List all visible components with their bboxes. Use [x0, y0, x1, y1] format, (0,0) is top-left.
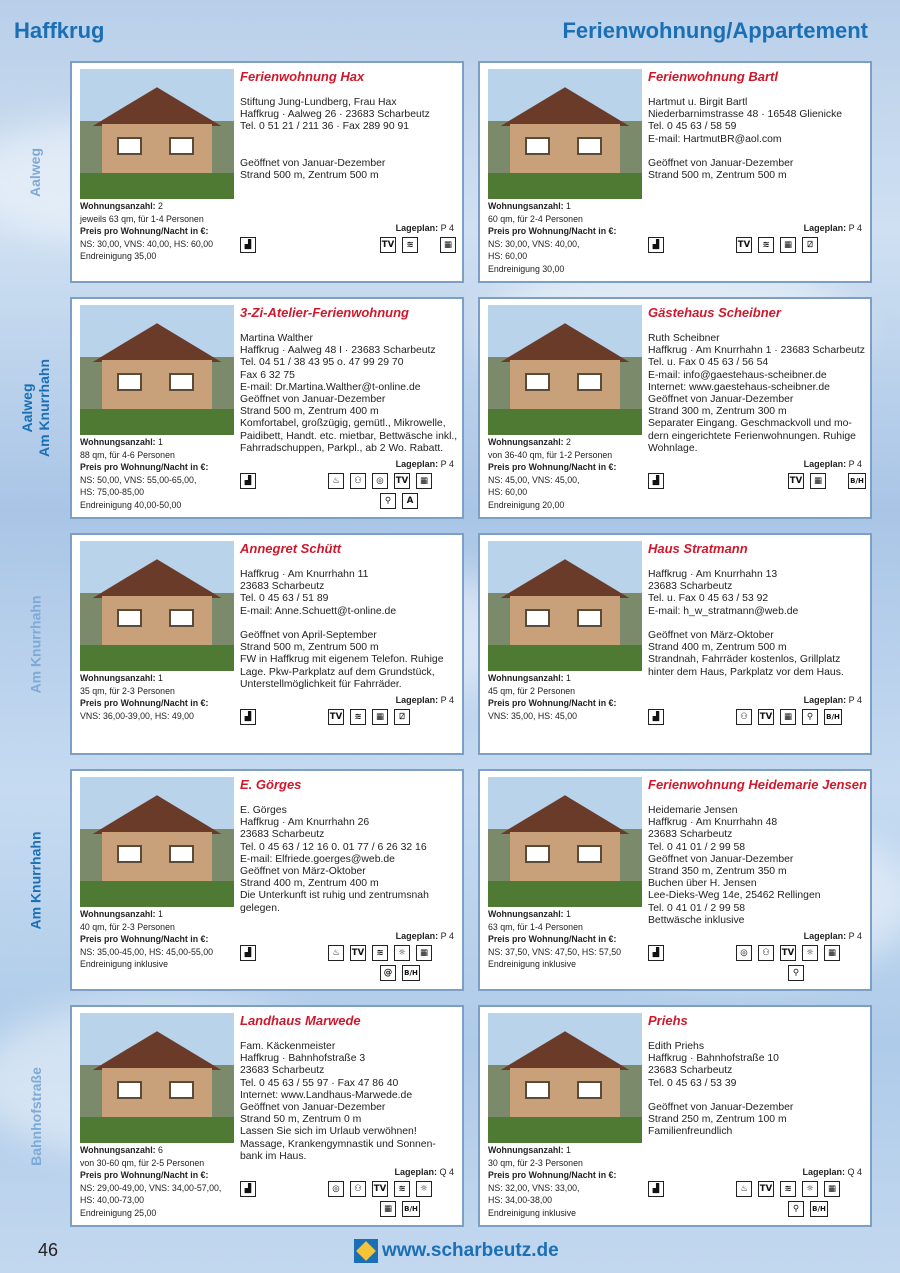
- price-label: Preis pro Wohnung/Nacht in €:: [80, 462, 209, 473]
- units-label: Wohnungsanzahl:: [80, 673, 156, 683]
- family-icon: ⚇: [350, 473, 366, 489]
- listing-card: [478, 1005, 872, 1227]
- tv-icon: TV: [758, 1181, 774, 1197]
- listing-title: Gästehaus Scheibner: [648, 305, 781, 320]
- amenity-icons: [648, 237, 866, 277]
- street-side-label-text: Aalweg: [27, 147, 44, 197]
- sun-icon: ☼: [416, 1181, 432, 1197]
- washer-icon: ◎: [328, 1181, 344, 1197]
- price-label: Preis pro Wohnung/Nacht in €:: [80, 698, 209, 709]
- listing-card: [70, 61, 464, 283]
- no-pets-icon: ⍁: [394, 709, 410, 725]
- street-side-label-text: Aalweg Am Knurrhahn: [19, 359, 52, 457]
- size-text: von 30-60 qm, für 2-5 Personen: [80, 1157, 205, 1168]
- listing-photo: [80, 305, 234, 435]
- price-text: VNS: 35,00, HS: 45,00: [488, 710, 577, 721]
- kitchen-icon: ▟: [648, 945, 664, 961]
- units-value: 1: [158, 909, 163, 919]
- units-value: 1: [158, 673, 163, 683]
- listing-card: [478, 769, 872, 991]
- lageplan: [396, 931, 454, 941]
- size-text: 45 qm, für 2 Personen: [488, 685, 576, 696]
- listing-description: Haffkrug · Am Knurrhahn 11 23683 Scharbeutz Tel. 0 45 63 / 51 89 E-mail: Anne.Schuett@t-online.de Geöffnet von April-September Strand 500 m, Zentrum 500 m FW in Haffkrug mit eigenem Telefon. Ruhige Lage. Pkw-Parkplatz auf dem Grundstück, Unterstellmöglichkeit für Fahrräder.: [240, 569, 444, 690]
- lageplan-value: P 4: [440, 931, 454, 941]
- lageplan: [804, 223, 862, 233]
- listing-description: Heidemarie Jensen Haffkrug · Am Knurrhahn 48 23683 Scharbeutz Tel. 0 41 01 / 2 99 58 Geöffnet von Januar-Dezember Strand 350 m, Zentrum 350 m Buchen über H. Jensen Lee-Dieks-Weg 14e, 25462 Rellingen Tel. 0 41 01 / 2 99 58 Bettwäsche inklusive: [648, 805, 821, 926]
- price-label: Preis pro Wohnung/Nacht in €:: [80, 934, 209, 945]
- listing-info: [488, 1144, 648, 1220]
- lageplan-label: Lageplan:: [395, 223, 439, 233]
- price-text: NS: 30,00, VNS: 40,00, HS: 60,00 Endreinigung 35,00: [80, 238, 214, 262]
- units-label: Wohnungsanzahl:: [488, 437, 564, 447]
- listing-description: Ruth Scheibner Haffkrug · Am Knurrhahn 1 · 23683 Scharbeutz Tel. u. Fax 0 45 63 / 56 54 E-mail: info@gaestehaus-scheibner.de Internet: www.gaestehaus-scheibner.de Geöffnet von Januar-Dezember Strand 300 m, Zentrum 300 m Separater Eingang. Geschmackvoll und mo- dern eingerichtete Ferienwohnungen. Ruhige Wohnlage.: [648, 333, 865, 454]
- listing-info: [488, 672, 648, 722]
- scharbeutz-logo-icon: [354, 1239, 378, 1263]
- units-label: Wohnungsanzahl:: [80, 437, 156, 447]
- listing-photo: [488, 1013, 642, 1143]
- listing-description: Stiftung Jung-Lundberg, Frau Hax Haffkrug · Aalweg 26 · 23683 Scharbeutz Tel. 0 51 21 / 211 36 · Fax 289 90 91 Geöffnet von Januar-Dezember Strand 500 m, Zentrum 500 m: [240, 97, 430, 182]
- units-value: 1: [566, 1145, 571, 1155]
- kitchen-icon: ▟: [240, 473, 256, 489]
- size-text: jeweils 63 qm, für 1-4 Personen: [80, 213, 204, 224]
- tv-icon: TV: [758, 709, 774, 725]
- price-text: NS: 45,00, VNS: 45,00, HS: 60,00 Endreinigung 20,00: [488, 474, 580, 510]
- lageplan-value: P 4: [440, 695, 454, 705]
- lageplan-value: Q 4: [847, 1167, 862, 1177]
- lageplan: [804, 931, 862, 941]
- amenity-icons: [240, 945, 458, 985]
- listing-title: Ferienwohnung Hax: [240, 69, 365, 84]
- kitchen-icon: ▟: [240, 237, 256, 253]
- units-value: 6: [158, 1145, 163, 1155]
- bh-icon: B/H: [848, 473, 866, 489]
- price-label: Preis pro Wohnung/Nacht in €:: [488, 698, 617, 709]
- shower-icon: ≋: [394, 1181, 410, 1197]
- lageplan-label: Lageplan:: [395, 931, 439, 941]
- family-icon: ⚇: [736, 709, 752, 725]
- page-header-category: Ferienwohnung/Appartement: [562, 18, 868, 43]
- listing-photo: [488, 305, 642, 435]
- balcony-icon: ▦: [372, 709, 388, 725]
- listing-title: Priehs: [648, 1013, 688, 1028]
- kitchen-icon: ▟: [648, 1181, 664, 1197]
- listing-info: [488, 200, 648, 276]
- bike-icon: ⚲: [380, 493, 396, 509]
- price-label: Preis pro Wohnung/Nacht in €:: [488, 1170, 617, 1181]
- street-side-label-text: Am Knurrhahn: [27, 831, 44, 929]
- shower-icon: ≋: [758, 237, 774, 253]
- shower-icon: ≋: [372, 945, 388, 961]
- page-header-location: Haffkrug: [14, 18, 105, 43]
- bath-icon: ♨: [328, 473, 344, 489]
- lageplan-label: Lageplan:: [803, 931, 847, 941]
- listing-title: Haus Stratmann: [648, 541, 748, 556]
- tv-icon: TV: [780, 945, 796, 961]
- listing-card: [70, 1005, 464, 1227]
- listing-photo: [80, 1013, 234, 1143]
- listing-card: [70, 297, 464, 519]
- lageplan-label: Lageplan:: [394, 1167, 437, 1177]
- listing-title: Ferienwohnung Bartl: [648, 69, 778, 84]
- tv-icon: TV: [788, 473, 804, 489]
- bike-icon: ⚲: [788, 965, 804, 981]
- lageplan: [802, 1167, 862, 1177]
- size-text: 60 qm, für 2-4 Personen: [488, 213, 583, 224]
- lageplan-value: P 4: [440, 459, 454, 469]
- kitchen-icon: ▟: [648, 237, 664, 253]
- listing-title: E. Görges: [240, 777, 302, 792]
- bh-icon: B/H: [402, 965, 420, 981]
- balcony-icon: ▦: [416, 473, 432, 489]
- listing-photo: [80, 777, 234, 907]
- street-side-label: [0, 1005, 72, 1227]
- units-value: 1: [158, 437, 163, 447]
- price-label: Preis pro Wohnung/Nacht in €:: [80, 1170, 209, 1181]
- listing-title: Annegret Schütt: [240, 541, 342, 556]
- sun-icon: ☼: [802, 945, 818, 961]
- listing-info: [80, 672, 240, 722]
- listing-title: Landhaus Marwede: [240, 1013, 361, 1028]
- listing-photo: [80, 541, 234, 671]
- a-icon: A: [402, 493, 418, 509]
- lageplan-label: Lageplan:: [802, 1167, 845, 1177]
- price-text: NS: 30,00, VNS: 40,00, HS: 60,00 Endreinigung 30,00: [488, 238, 580, 274]
- units-label: Wohnungsanzahl:: [80, 1145, 156, 1155]
- listing-info: [488, 436, 648, 512]
- bike-icon: ⚲: [788, 1201, 804, 1217]
- lageplan-value: P 4: [848, 459, 862, 469]
- listing-description: Haffkrug · Am Knurrhahn 13 23683 Scharbeutz Tel. u. Fax 0 45 63 / 53 92 E-mail: h_w_stratmann@web.de Geöffnet von März-Oktober Strand 400 m, Zentrum 500 m Strandnah, Fahrräder kostenlos, Grillplatz hinter dem Haus, Parkplatz vor dem Haus.: [648, 569, 844, 678]
- lageplan-label: Lageplan:: [803, 695, 847, 705]
- amenity-icons: [240, 709, 458, 749]
- amenity-icons: [648, 945, 866, 985]
- listing-photo: [488, 541, 642, 671]
- listing-info: [80, 436, 240, 512]
- listing-info: [80, 908, 240, 971]
- shower-icon: ≋: [402, 237, 418, 253]
- tv-icon: TV: [380, 237, 396, 253]
- listing-description: Martina Walther Haffkrug · Aalweg 48 I · 23683 Scharbeutz Tel. 04 51 / 38 43 95 o. 47 99 29 70 Fax 6 32 75 E-mail: Dr.Martina.Walther@t-online.de Geöffnet von Januar-Dezember Strand 500 m, Zentrum 400 m Komfortabel, großzügig, gemütl., Mikrowelle, Paidibett, Handt. etc. mietbar, Bettwäsche inkl., Fahrradschuppen, Parkpl., ab 2 Wo. Rabatt.: [240, 333, 458, 454]
- page-number: 46: [38, 1240, 59, 1260]
- amenity-icons: [240, 237, 458, 277]
- kitchen-icon: ▟: [648, 473, 664, 489]
- balcony-icon: ▦: [780, 709, 796, 725]
- lageplan-value: Q 4: [439, 1167, 454, 1177]
- lageplan: [396, 223, 454, 233]
- price-text: NS: 32,00, VNS: 33,00, HS: 34,00-38,00 Endreinigung inklusive: [488, 1182, 580, 1218]
- units-label: Wohnungsanzahl:: [488, 909, 564, 919]
- listing-card: [478, 297, 872, 519]
- units-value: 2: [566, 437, 571, 447]
- lageplan-value: P 4: [848, 695, 862, 705]
- units-label: Wohnungsanzahl:: [488, 201, 564, 211]
- street-side-label: [0, 533, 72, 755]
- footer-website-link[interactable]: www.scharbeutz.de: [382, 1240, 559, 1261]
- lageplan-label: Lageplan:: [803, 223, 847, 233]
- tv-icon: TV: [328, 709, 344, 725]
- balcony-icon: ▦: [824, 945, 840, 961]
- amenity-icons: [240, 473, 458, 513]
- listing-card: [478, 61, 872, 283]
- lageplan-label: Lageplan:: [395, 695, 439, 705]
- lageplan-label: Lageplan:: [803, 459, 847, 469]
- size-text: von 36-40 qm, für 1-2 Personen: [488, 449, 613, 460]
- family-icon: ⚇: [350, 1181, 366, 1197]
- bh-icon: B/H: [824, 709, 842, 725]
- units-value: 1: [566, 673, 571, 683]
- balcony-icon: ▦: [824, 1181, 840, 1197]
- size-text: 35 qm, für 2-3 Personen: [80, 685, 175, 696]
- street-side-label-text: Bahnhofstraße: [27, 1066, 44, 1166]
- size-text: 40 qm, für 2-3 Personen: [80, 921, 175, 932]
- no-pets-icon: ⍁: [802, 237, 818, 253]
- size-text: 88 qm, für 4-6 Personen: [80, 449, 175, 460]
- amenity-icons: [648, 1181, 866, 1221]
- size-text: 30 qm, für 2-3 Personen: [488, 1157, 583, 1168]
- lageplan: [804, 459, 862, 469]
- units-value: 1: [566, 909, 571, 919]
- listing-card: [70, 769, 464, 991]
- street-side-label: [0, 61, 72, 283]
- listing-photo: [488, 777, 642, 907]
- amenity-icons: [648, 473, 866, 513]
- listing-title: 3-Zi-Atelier-Ferienwohnung: [240, 305, 409, 320]
- bath-icon: ♨: [328, 945, 344, 961]
- lageplan-value: P 4: [848, 931, 862, 941]
- sun-icon: ☼: [802, 1181, 818, 1197]
- washer-icon: ◎: [372, 473, 388, 489]
- kitchen-icon: ▟: [240, 1181, 256, 1197]
- tv-icon: TV: [372, 1181, 388, 1197]
- family-icon: ⚇: [758, 945, 774, 961]
- sun-icon: ☼: [394, 945, 410, 961]
- listing-title: Ferienwohnung Heidemarie Jensen: [648, 777, 867, 792]
- units-label: Wohnungsanzahl:: [488, 1145, 564, 1155]
- street-side-label-text: Am Knurrhahn: [27, 595, 44, 693]
- price-text: NS: 37,50, VNS: 47,50, HS: 57,50 Endreinigung inklusive: [488, 946, 622, 970]
- bath-icon: ♨: [736, 1181, 752, 1197]
- price-label: Preis pro Wohnung/Nacht in €:: [80, 226, 209, 237]
- kitchen-icon: ▟: [240, 709, 256, 725]
- listing-description: Edith Priehs Haffkrug · Bahnhofstraße 10 23683 Scharbeutz Tel. 0 45 63 / 53 39 Geöffnet von Januar-Dezember Strand 250 m, Zentrum 100 m Familienfreundlich: [648, 1041, 794, 1138]
- balcony-icon: ▦: [810, 473, 826, 489]
- size-text: 63 qm, für 1-4 Personen: [488, 921, 583, 932]
- amenity-icons: [240, 1181, 458, 1221]
- washer-icon: ◎: [736, 945, 752, 961]
- bh-icon: B/H: [402, 1201, 420, 1217]
- listing-info: [80, 1144, 240, 1220]
- listing-photo: [80, 69, 234, 199]
- kitchen-icon: ▟: [648, 709, 664, 725]
- price-label: Preis pro Wohnung/Nacht in €:: [488, 934, 617, 945]
- balcony-icon: ▦: [416, 945, 432, 961]
- listing-info: [80, 200, 240, 263]
- lageplan: [396, 695, 454, 705]
- listing-info: [488, 908, 648, 971]
- listing-card: [478, 533, 872, 755]
- tv-icon: TV: [736, 237, 752, 253]
- shower-icon: ≋: [780, 1181, 796, 1197]
- price-text: NS: 29,00-49,00, VNS: 34,00-57,00, HS: 40,00-73,00 Endreinigung 25,00: [80, 1182, 222, 1218]
- tv-icon: TV: [394, 473, 410, 489]
- at-icon: @: [380, 965, 396, 981]
- listing-description: Fam. Käckenmeister Haffkrug · Bahnhofstraße 3 23683 Scharbeutz Tel. 0 45 63 / 55 97 · Fax 47 86 40 Internet: www.Landhaus-Marwede.de Geöffnet von Januar-Dezember Strand 50 m, Zentrum 0 m Lassen Sie sich im Urlaub verwöhnen! Massage, Krankengymnastik und Sonnen- bank im Haus.: [240, 1041, 436, 1162]
- tv-icon: TV: [350, 945, 366, 961]
- price-text: VNS: 36,00-39,00, HS: 49,00: [80, 710, 194, 721]
- amenity-icons: [648, 709, 866, 749]
- kitchen-icon: ▟: [240, 945, 256, 961]
- units-label: Wohnungsanzahl:: [80, 201, 156, 211]
- units-label: Wohnungsanzahl:: [80, 909, 156, 919]
- lageplan: [394, 1167, 454, 1177]
- street-side-label: [0, 297, 72, 519]
- listing-card: [70, 533, 464, 755]
- lageplan: [396, 459, 454, 469]
- bike-icon: ⚲: [802, 709, 818, 725]
- price-label: Preis pro Wohnung/Nacht in €:: [488, 226, 617, 237]
- lageplan-value: P 4: [848, 223, 862, 233]
- listing-description: E. Görges Haffkrug · Am Knurrhahn 26 23683 Scharbeutz Tel. 0 45 63 / 12 16 0. 01 77 / 6 26 32 16 E-mail: Elfriede.goerges@web.de Geöffnet von März-Oktober Strand 400 m, Zentrum 400 m Die Unterkunft ist ruhig und zentrumsnah gelegen.: [240, 805, 429, 914]
- listing-description: Hartmut u. Birgit Bartl Niederbarnimstrasse 48 · 16548 Glienicke Tel. 0 45 63 / 58 59 E-mail: HartmutBR@aol.com Geöffnet von Januar-Dezember Strand 500 m, Zentrum 500 m: [648, 97, 843, 182]
- price-text: NS: 35,00-45,00, HS: 45,00-55,00 Endreinigung inklusive: [80, 946, 214, 970]
- units-value: 2: [158, 201, 163, 211]
- lageplan: [804, 695, 862, 705]
- price-text: NS: 50,00, VNS: 55,00-65,00, HS: 75,00-85,00 Endreinigung 40,00-50,00: [80, 474, 197, 510]
- listing-photo: [488, 69, 642, 199]
- units-value: 1: [566, 201, 571, 211]
- street-side-label: [0, 769, 72, 991]
- shower-icon: ≋: [350, 709, 366, 725]
- price-label: Preis pro Wohnung/Nacht in €:: [488, 462, 617, 473]
- balcony-icon: ▦: [380, 1201, 396, 1217]
- lageplan-value: P 4: [440, 223, 454, 233]
- balcony-icon: ▦: [780, 237, 796, 253]
- balcony-icon: ▦: [440, 237, 456, 253]
- lageplan-label: Lageplan:: [395, 459, 439, 469]
- units-label: Wohnungsanzahl:: [488, 673, 564, 683]
- bh-icon: B/H: [810, 1201, 828, 1217]
